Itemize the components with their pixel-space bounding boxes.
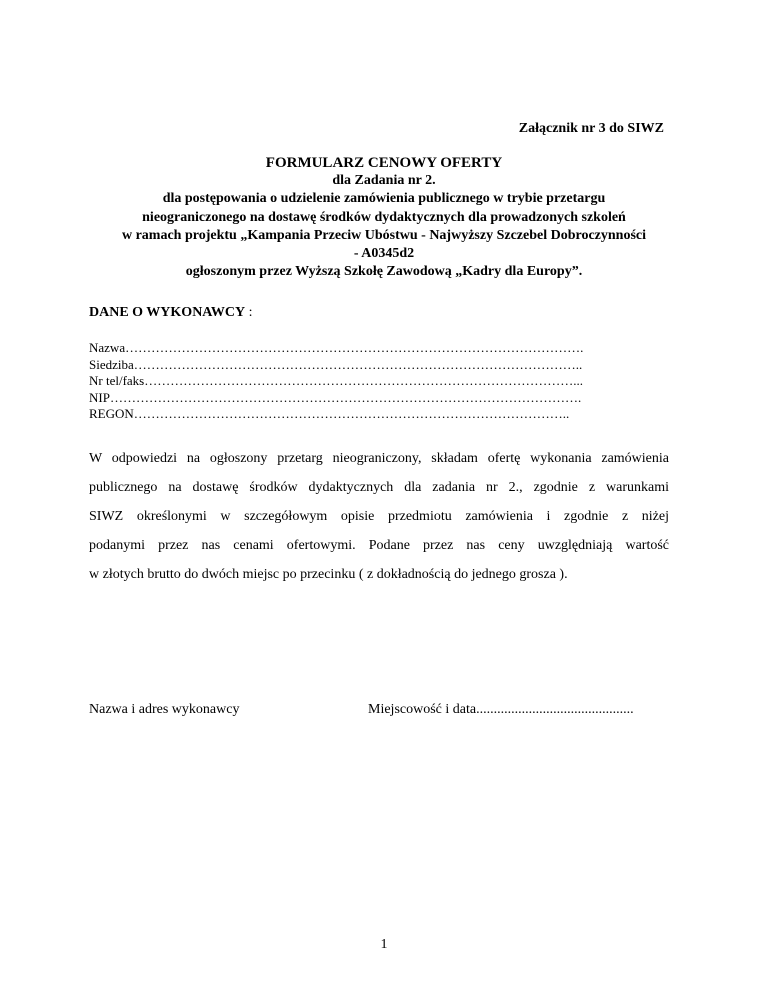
contractor-fields: [89, 340, 679, 423]
offer-line-4: podanymi przez nas cenami ofertowymi. Podane przez nas ceny uwzględniają wartość: [89, 538, 669, 553]
place-date-field[interactable]: Miejscowość i data.............................................: [368, 702, 634, 717]
form-title: FORMULARZ CENOWY OFERTY: [265, 155, 503, 171]
field-seat[interactable]: Siedziba…………………………………………………………………………………………..: [89, 356, 583, 372]
heading-line-4: nieograniczonego na dostawę środków dydaktycznych dla prowadzonych szkoleń: [142, 209, 626, 225]
form-heading: [60, 154, 708, 281]
heading-line-3: dla postępowania o udzielenie zamówienia publicznego w trybie przetargu: [162, 191, 606, 207]
page-number: 1: [380, 937, 388, 952]
heading-line-5: w ramach projektu „Kampania Przeciw Ubóstwu - Najwyższy Szczebel Dobroczynności: [121, 227, 647, 243]
field-nip[interactable]: NIP……………………………………………………………………………………………….: [89, 389, 582, 405]
field-phone-fax[interactable]: Nr tel/faks………………………………………………………………………………………...: [89, 373, 583, 389]
contractor-section-colon: :: [245, 305, 253, 320]
offer-line-1: W odpowiedzi na ogłoszony przetarg nieograniczony, składam ofertę wykonania zamówienia: [89, 451, 669, 466]
contractor-section-label: DANE O WYKONAWCY: [89, 305, 246, 320]
offer-line-3: SIWZ określonymi w szczegółowym opisie przedmiotu zamówienia i zgodnie z niżej: [89, 509, 669, 524]
offer-statement: [89, 444, 669, 589]
annex-label: Załącznik nr 3 do SIWZ: [518, 121, 664, 136]
field-name[interactable]: Nazwa…………………………………………………………………………………………….: [89, 340, 584, 355]
heading-line-6: - A0345d2: [353, 246, 415, 262]
contractor-section-title: [89, 305, 252, 321]
offer-line-2: publicznego na dostawę środków dydaktycznych dla zadania nr 2., zgodnie z warunkami: [89, 480, 669, 495]
offer-line-5: w złotych brutto do dwóch miejsc po przecinku ( z dokładnością do jednego grosza ).: [89, 567, 568, 582]
task-number: dla Zadania nr 2.: [332, 173, 436, 189]
field-regon[interactable]: REGON………………………………………………………………………………………..: [89, 406, 570, 422]
contractor-name-address-label: Nazwa i adres wykonawcy: [89, 702, 240, 717]
heading-line-7: ogłoszonym przez Wyższą Szkołę Zawodową „Kadry dla Europy”.: [185, 264, 583, 280]
